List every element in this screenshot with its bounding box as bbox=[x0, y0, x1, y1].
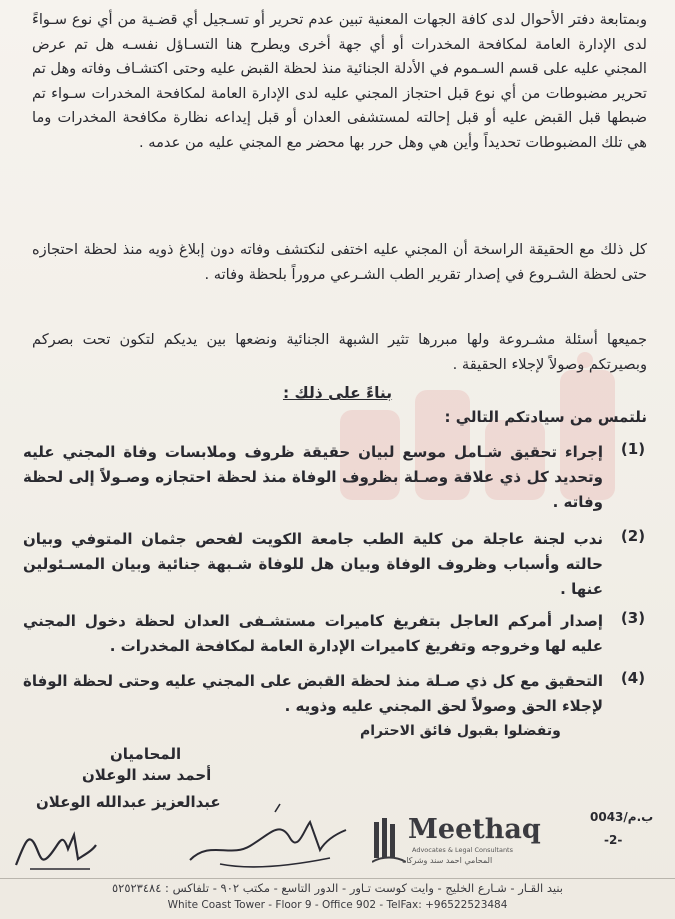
request-intro: نلتمس من سيادتكم التالي : bbox=[444, 408, 647, 426]
logo-subtitle-arabic: المحامي احمد سند وشركاه bbox=[402, 856, 493, 865]
request-number: (2) bbox=[620, 527, 646, 545]
paragraph-questions: جميعها أسئلة مشـروعة ولها مبررها تثير الشبهة الجنائية ونضعها بين يديكم لتكون تحت بصركم وبصيرتكم وصولاً لإجلاء الحقيقة . bbox=[32, 331, 647, 373]
section-heading: بناءً على ذلك : bbox=[282, 384, 393, 402]
request-text: ندب لجنة عاجلة من كلية الطب جامعة الكويت لفحص جثمان المتوفي وبيان حالته وأسباب وظروف الوفاة وبيان هل للوفاة شـبهة جنائية وبيان المسـئولين عنها . bbox=[23, 530, 603, 598]
logo-name: Meethaq bbox=[408, 814, 541, 845]
logo-subtitle: Advocates & Legal Consultants bbox=[412, 846, 513, 854]
footer-address-arabic: بنيد القـار - شـارع الخليج - وايت كوست تـاور - الدور التاسع - مكتب ٩٠٢ - تلفاكس : ٥٢٥٢٣٤٨٤ bbox=[0, 878, 675, 895]
lawyer-name-2: عبدالعزيز عبدالله الوعلان bbox=[36, 793, 221, 811]
request-number: (4) bbox=[620, 669, 646, 687]
footer-address-english: White Coast Tower - Floor 9 - Office 902 - TelFax: +96522523484 bbox=[167, 899, 508, 911]
paragraph-inquiry: وبمتابعة دفتر الأحوال لدى كافة الجهات المعنية تبين عدم تحرير أو تسـجيل أي قضـية من أي نوع سـواءً لدى الإدارة العامة لمكافحة المخدرات أو أي جهة أخرى ويطرح هنا التسـاؤل نفسـه هل تم عرض المجني عليه على قسم السـموم في الأدلة الجنائية منذ لحظة القبض عليه وحتى اكتشـاف وفاته وهل تم تحرير مضبوطات من أي نوع قبل احتجاز المجني عليه لدى الإدارة العامة لمكافحة المخدرات سـواء تم ضبطها قبل القبض عليه أو قبل إحالته لمستشفى العدان أو قبل إيداعه نظارة مكافحة المخدرات وما هي تلك المضبوطات تحديداً وأين هي وهل حرر بها محضر مع المجني عليه من عدمه . bbox=[32, 11, 647, 151]
signatories-title: المحاميان bbox=[110, 745, 182, 763]
request-text: إصدار أمركم العاجل بتفريغ كاميرات مستشـفى العدان لحظة دخول المجني عليه لها وخروجه وتفريغ كاميرات الإدارة العامة لمكافحة المخدرات . bbox=[23, 612, 603, 655]
lawyer-name-1: أحمد سند الوعلان bbox=[82, 766, 212, 784]
reference-number: ب.م/0043 bbox=[590, 810, 654, 824]
firm-logo bbox=[372, 812, 541, 872]
signature-left bbox=[10, 815, 100, 875]
request-text: التحقيق مع كل ذي صـلة منذ لحظة القبض على المجني عليه وحتى لحظة الوفاة لإجلاء الحق وصولاً لحق المجني عليه وذويه . bbox=[23, 672, 603, 715]
logo-mark-icon bbox=[372, 816, 406, 866]
paragraph-disappearance: كل ذلك مع الحقيقة الراسخة أن المجني عليه اختفى لنكتشف وفاته دون إبلاغ ذويه منذ لحظة احتجازه حتى لحظة الشـروع في إصدار تقرير الطب الشـرعي مروراً بلحظة وفاته . bbox=[32, 241, 647, 283]
request-text: إجراء تحقيق شـامل موسع لبيان حقيقة ظروف وملابسات وفاة المجني عليه وتحديد كل ذي علاقة وصـلة بظروف الوفاة منذ لحظة احتجازه وصـولاً إلى لحظة وفاته . bbox=[23, 443, 603, 511]
page-number: -2- bbox=[604, 833, 623, 847]
closing-salutation: وتفضلوا بقبول فائق الاحترام bbox=[360, 723, 561, 739]
signature-center bbox=[180, 800, 350, 875]
request-number: (1) bbox=[620, 440, 646, 458]
request-number: (3) bbox=[620, 609, 646, 627]
